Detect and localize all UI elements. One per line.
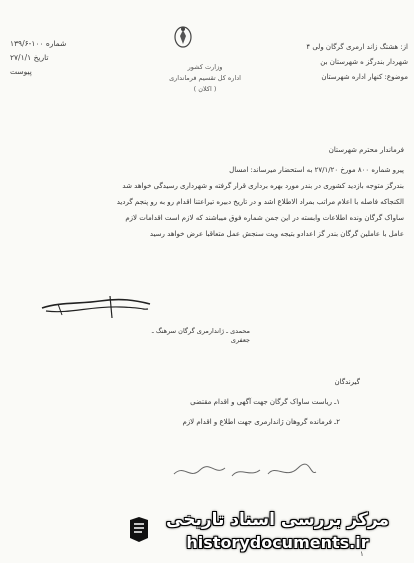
from-value: هشتگ زاند ارمری گرگان ولی ۴ [306,43,399,51]
letter-date-label: تاریخ [33,53,49,62]
body-line-1: پیرو شماره ۸۰۰ مورخ ۲۷/۱/۲۰ به استحضار میرساند: امسال [229,166,404,174]
to-line: شهردار بندرگز ه شهرستان بن [320,58,408,66]
body-line-4: ساواک گرگان ونده اطلاعات وابسته در این جمن شماره فوق میباشند که لازم است اقدامات لازم [125,214,404,222]
letter-number [10,37,90,51]
ministry-line-2: اداره کل تقسیم فرمانداری [169,74,241,82]
cc-label: گیرندگان [334,378,360,386]
from-line [262,40,408,55]
ministry-line-1: وزارت کشور [187,63,223,71]
body-line-2: بندرگز متوجه بازدید کشوری در بندر مورد بهره برداری قرار گرفته و شهرداری رسیدگی خواهد شد [122,182,404,190]
letter-number-value: ۱۰۰-۱۳۹/۶ [10,39,44,48]
cc-item-2: ۲ـ فرمانده گروهان ژاندارمری جهت اطلاع و اقدام لازم [182,418,340,426]
state-emblem-icon [172,24,194,50]
ministry-line-3: ( اکلان ) [193,85,217,93]
watermark-title: مرکز بررسی اسناد تاریخی [166,510,389,530]
salutation: فرماندار محترم شهرستان [328,146,404,154]
subject-label: موضوع: [384,73,408,81]
subject-value: کنهار اداره شهرستان [321,73,383,81]
letter-date-value: ۲۷/۱/۱ [10,53,32,62]
handwritten-note [170,460,320,484]
subject-line [262,70,408,85]
from-label: از: [400,43,408,51]
signature-scribble [40,292,152,322]
letter-attachment [10,65,90,79]
letter-date [10,51,90,65]
letter-addressing [262,40,408,85]
letter-number-label: شماره [45,39,67,48]
body-line-3: الکنجاکه فاصله با اعلام مراتب بمراد الاطلاع اشد و در تاریخ دبیره تیراعتنا اقدام رو به رو پنجم گردید [116,198,404,206]
cc-item-1: ۱ـ ریاست ساواک گرگان جهت آگهی و اقدام مقتضی [190,398,340,406]
ministry-block [150,62,260,95]
letter-attachment-label: پیوست [10,67,32,76]
signature-text: محمدی ـ ژاندارمری گرگان سرهنگ ـ جعفری [151,327,250,344]
letter-meta [10,37,90,79]
body-line-5: عامل با عاملین گرگان بندر گز اعدادو بتیجه ویت سنجش عمل متعاقبا عرض خواهد رسید [149,230,404,238]
watermark-url: historydocuments.ir [186,533,369,552]
page-number: ۱ [360,550,364,558]
